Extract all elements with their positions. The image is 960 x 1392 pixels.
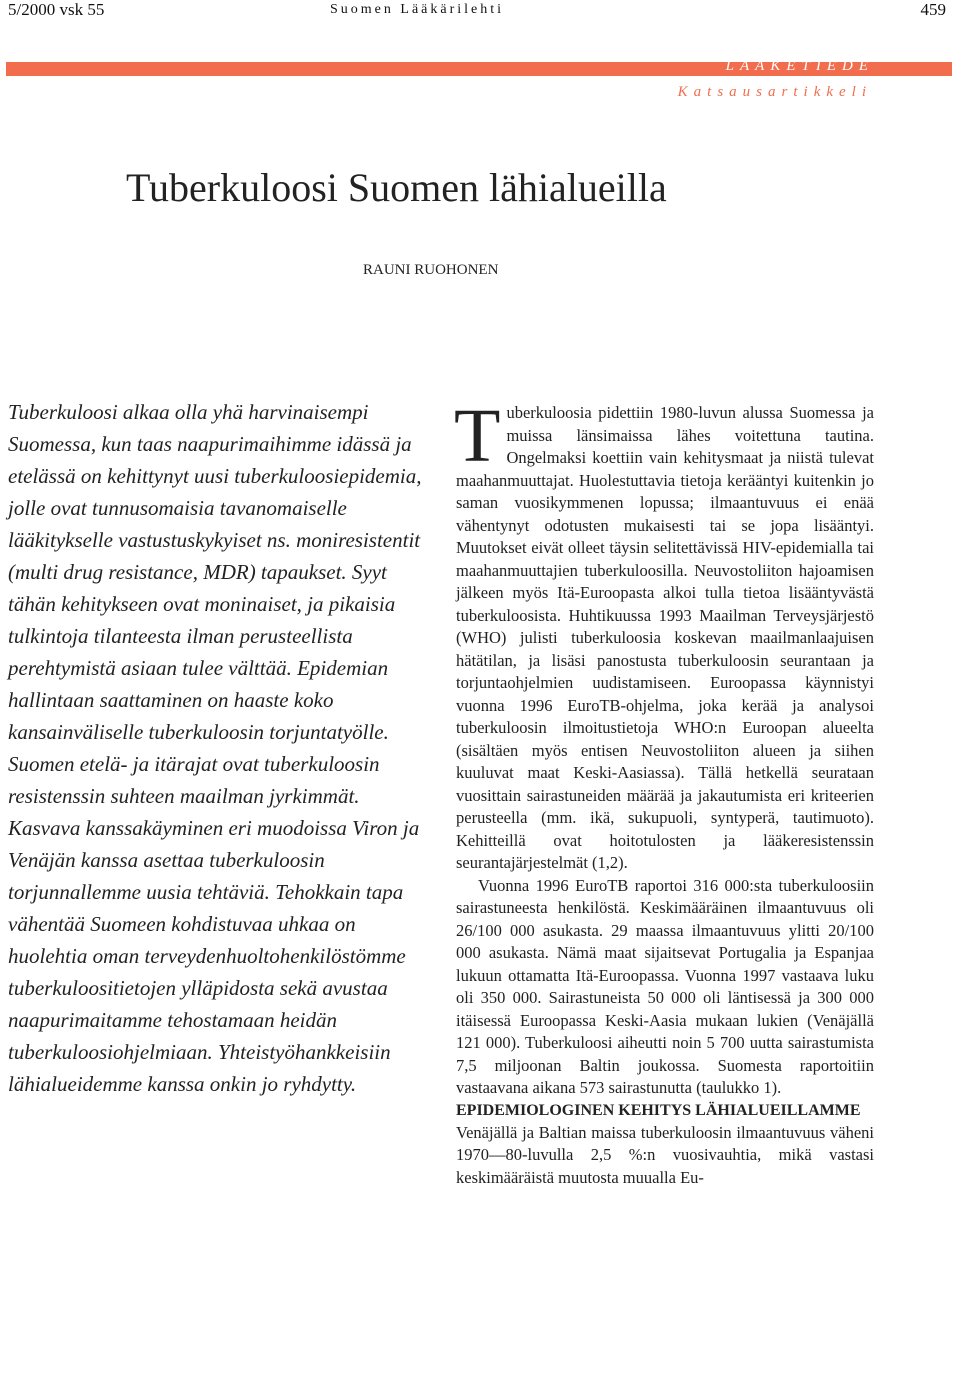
- author-name: RAUNI RUOHONEN: [363, 262, 499, 278]
- issue-label: 5/2000 vsk 55: [8, 0, 105, 19]
- dropcap: T: [454, 394, 501, 478]
- section-heading: EPIDEMIOLOGINEN KEHITYS LÄHIALUEILLAMME: [456, 1101, 861, 1119]
- abstract: Tuberkuloosi alkaa olla yhä harvinaisempi Suomessa, kun taas naapurimaihimme idässä ja etelässä on kehittynyt uusi tuberkuloosiepidemia, jolle ovat tunnusomaisia tavanomaiselle lääkitykselle vastustuskykyiset ns. moniresistentit (multi drug resistance, MDR) tapaukset. Syyt tähän kehitykseen ovat moninaiset, ja pikaisia tulkintoja tilanteesta ilman perusteellista perehtymistä asiaan tulee välttää. Epidemian hallintaan saattaminen on haaste koko kansainväliselle tuberkuloosin torjuntatyölle. Suomen etelä- ja itärajat ovat tuberkuloosin resistenssin suhteen maailman jyrkimmät. Kasvava kanssakäyminen eri muodoissa Viron ja Venäjän kanssa asettaa tuberkuloosin torjunnallemme uusia tehtäviä. Tehokkain tapa vähentää Suomeen kohdistuvaa uhkaa on huolehtia oman terveydenhuoltohenkilöstömme tuberkuloositietojen ylläpidosta sekä avustaa naapurimaitamme tehostamaan heidän tuberkuloosiohjelmiaan. Yhteistyöhankkeisiin lähialueidemme kanssa onkin jo ryhdytty.: [8, 400, 422, 1096]
- journal-name: Suomen Lääkärilehti: [330, 2, 505, 17]
- body-paragraph-2: Vuonna 1996 EuroTB raportoi 316 000:sta tuberkuloosiin sairastuneesta henkilöstä. Keskimääräinen ilmaantuvuus oli 26/100 000 asukasta. 29 maassa ilmaantuvuus ylitti 20/100 000 asukasta. Nämä maat sijaitsevat Portugalia ja Espanjaa lukuun ottamatta Itä-Euroopassa. Vuonna 1997 vastaava luku oli 350 000. Sairastuneista 50 000 oli läntisessä ja 300 000 itäisessä Euroopassa Keski-Aasia mukaan lukien (Venäjällä 121 000). Tuberkuloosi aiheutti noin 5 700 uutta sairastumista 7,5 miljoonan Baltin joukossa. Suomesta raportoitiin vastaavana aikana 573 sairastunutta (taulukko 1).: [456, 875, 874, 1097]
- body-paragraph-3: Venäjällä ja Baltian maissa tuberkuloosin ilmaantuvuus väheni 1970—80-luvulla 2,5 %:n vuosivauhtia, mikä vastasi keskimääräistä muutosta muualla Eu-: [456, 1122, 874, 1187]
- body-paragraph-1: [454, 394, 874, 875]
- section-label: LÄÄKETIEDE: [725, 58, 874, 74]
- page-number: 459: [920, 0, 946, 19]
- article-type: Katsausartikkeli: [677, 84, 872, 100]
- article-title: Tuberkuloosi Suomen lähialueilla: [126, 165, 667, 210]
- paragraph-1-text: uberkuloosia pidettiin 1980-luvun alussa Suomessa ja muissa länsimaissa lähes voitettuna tautina. Ongelmaksi koettiin vain kehitysmaat ja niistä tulevat maahanmuuttajat. Huolestuttavia tietoja kerääntyi kuitenkin jo saman vuosikymmenen lopussa; ilmaantuvuus ei enää vähentynyt odotusten mukaisesti tai se jopa lisääntyi. Muutokset eivät olleet täysin selitettävissä HIV-epidemialla tai maahanmuuttajien tuberkuloosilla. Neuvostoliiton hajoamisen jälkeen myös Itä-Euroopasta alkoi tulla tietoa lisääntyvästä tuberkuloosista. Huhtikuussa 1993 Maailman Terveysjärjestö (WHO) julisti tuberkuloosia koskevan maailmanlaajuisen hätätilan, ja lisäsi panostusta tuberkuloosin seurantaan ja torjuntaohjelmien uudistamiseen. Euroopassa käynnistyi vuonna 1996 EuroTB-ohjelma, joka kerää ja analysoi tuberkuloosin ilmoitustietoja WHO:n Euroopan alueelta (sisältäen myös entisen Neuvostoliiton alueen ja siihen kuuluvat maat Keski-Aasiassa). Tällä hetkellä seurataan vuosittain sairastuneiden määrää ja jakautumista eri kriteerien perusteella (mm. ikä, sukupuoli, syntyperä, tautimuoto). Kehitteillä ovat hoitotulosten ja lääkeresistenssin seurantajärjestelmät (1,2).: [456, 403, 874, 872]
- body-column: [454, 394, 874, 1189]
